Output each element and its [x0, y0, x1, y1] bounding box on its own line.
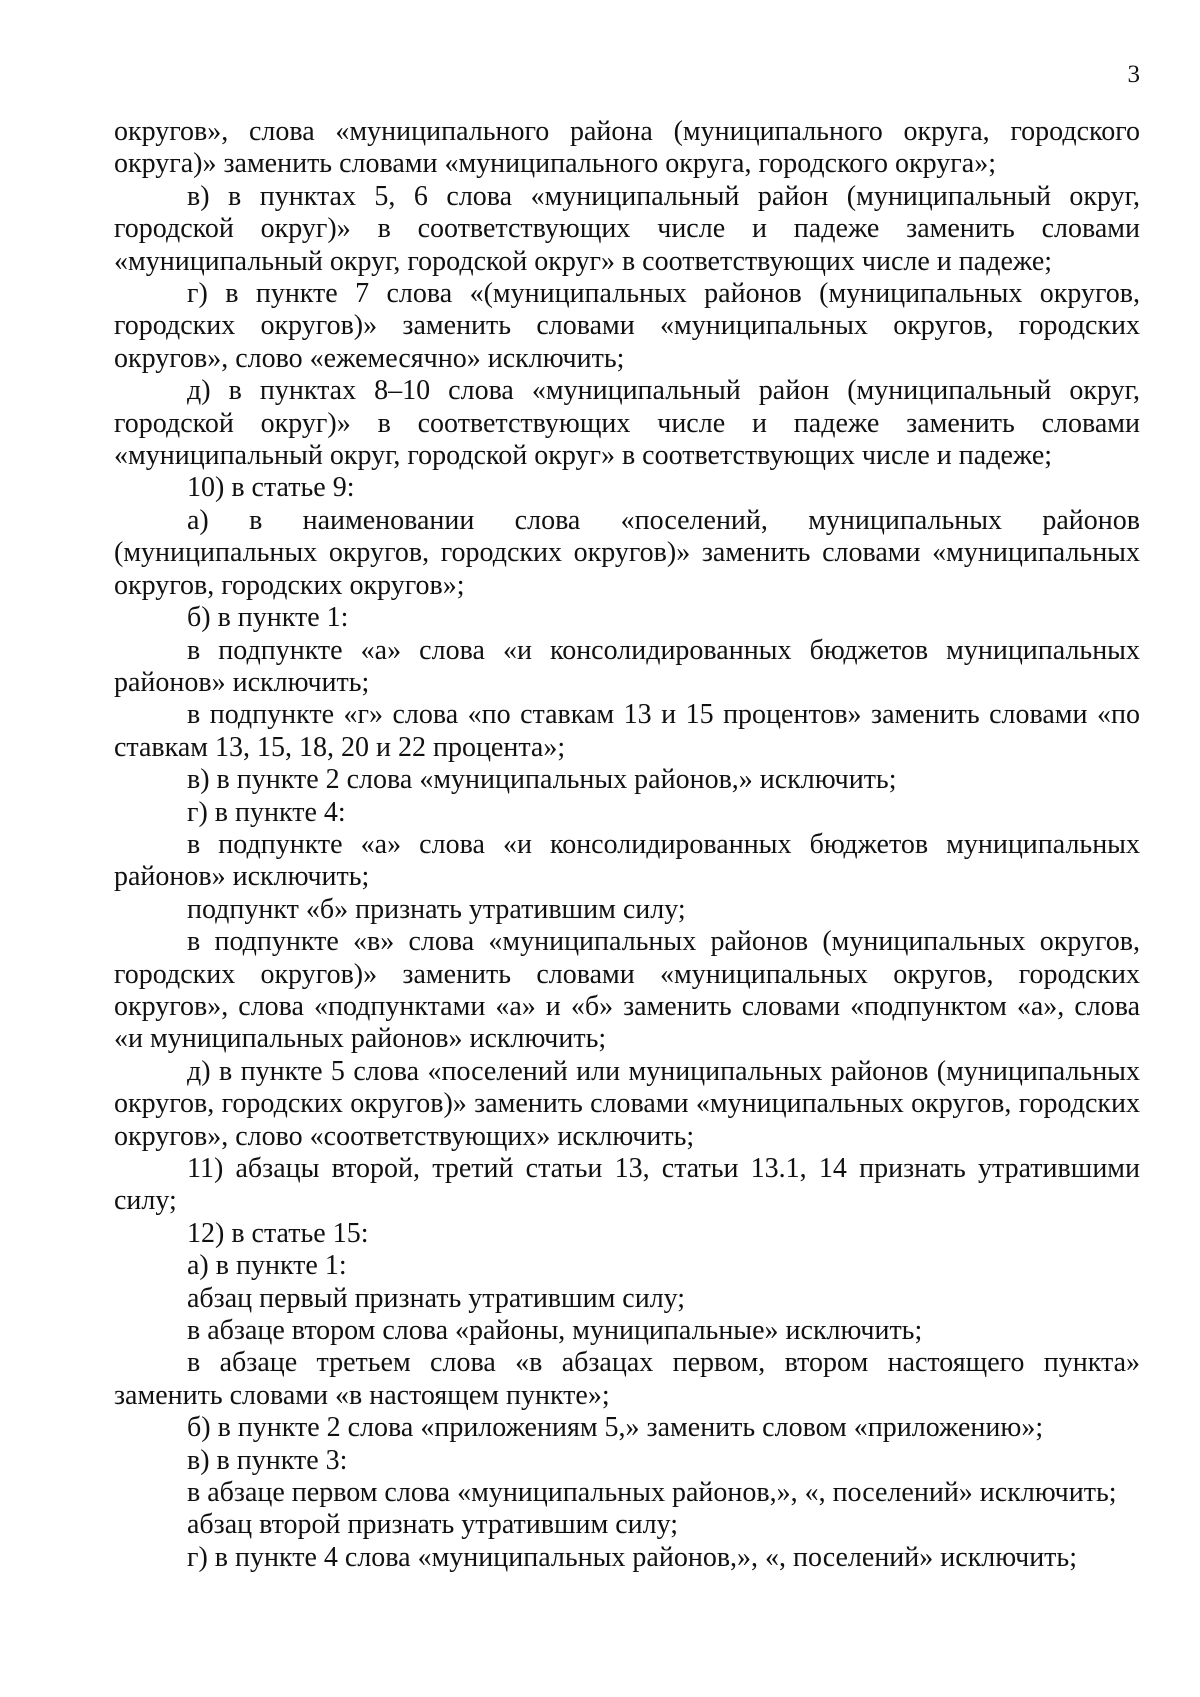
paragraph: а) в наименовании слова «поселений, муниципальных районов (муниципальных округов, городских округов)» заменить словами «муниципальных округов, городских округов»;: [114, 504, 1140, 601]
paragraph: 11) абзацы второй, третий статьи 13, статьи 13.1, 14 признать утратившими силу;: [114, 1153, 1140, 1217]
paragraph: абзац первый признать утратившим силу;: [187, 1282, 686, 1314]
paragraph: в) в пунктах 5, 6 слова «муниципальный район (муниципальный округ, городской округ)» в соответствующих числе и падеже заменить словами «муниципальный округ, городской округ» в соответствующих числе и падеже;: [114, 180, 1140, 277]
paragraph: округов», слова «муниципального района (муниципального округа, городского округа)» заменить словами «муниципального округа, городского округа»;: [114, 116, 1140, 180]
paragraph: 12) в статье 15:: [187, 1217, 369, 1249]
paragraph: а) в пункте 1:: [187, 1250, 347, 1282]
paragraph: д) в пунктах 8–10 слова «муниципальный район (муниципальный округ, городской округ)» в соответствующих числе и падеже заменить словами «муниципальный округ, городской округ» в соответствующих числе и падеже;: [114, 375, 1140, 472]
paragraph: 10) в статье 9:: [187, 472, 355, 504]
paragraph: подпункт «б» признать утратившим силу;: [187, 893, 686, 925]
page-number: 3: [1127, 61, 1140, 88]
paragraph: в абзаце третьем слова «в абзацах первом, втором настоящего пункта» заменить словами «в настоящем пункте»;: [114, 1347, 1140, 1411]
paragraph: в абзаце втором слова «районы, муниципальные» исключить;: [187, 1315, 923, 1347]
paragraph: абзац второй признать утратившим силу;: [187, 1509, 679, 1541]
paragraph: в) в пункте 3:: [187, 1444, 348, 1476]
paragraph: б) в пункте 1:: [187, 602, 349, 634]
paragraph: д) в пункте 5 слова «поселений или муниципальных районов (муниципальных округов, городских округов)» заменить словами «муниципальных округов, городских округов», слово «соответствующих» исключить;: [114, 1055, 1140, 1152]
paragraph: в подпункте «г» слова «по ставкам 13 и 15 процентов» заменить словами «по ставкам 13, 15, 18, 20 и 22 процента»;: [114, 699, 1140, 763]
paragraph: в подпункте «а» слова «и консолидированных бюджетов муниципальных районов» исключить;: [114, 828, 1140, 893]
paragraph: в подпункте «в» слова «муниципальных районов (муниципальных округов, городских округов)» заменить словами «муниципальных округов, городских округов», слова «подпунктами «а» и «б» заменить словами «подпунктом «а», слова «и муниципальных районов» исключить;: [114, 926, 1140, 1055]
paragraph: в абзаце первом слова «муниципальных районов,», «, поселений» исключить;: [187, 1477, 1117, 1509]
paragraph: г) в пункте 4 слова «муниципальных районов,», «, поселений» исключить;: [187, 1541, 1077, 1573]
paragraph: г) в пункте 4:: [187, 796, 346, 828]
paragraph: б) в пункте 2 слова «приложениям 5,» заменить словом «приложению»;: [187, 1412, 1044, 1444]
paragraph: в) в пункте 2 слова «муниципальных районов,» исключить;: [187, 764, 897, 796]
paragraph: г) в пункте 7 слова «(муниципальных районов (муниципальных округов, городских округов)» заменить словами «муниципальных округов, городских округов», слово «ежемесячно» исключить;: [114, 278, 1140, 374]
paragraph: в подпункте «а» слова «и консолидированных бюджетов муниципальных районов» исключить;: [114, 634, 1140, 698]
document-body: [114, 116, 1140, 1574]
